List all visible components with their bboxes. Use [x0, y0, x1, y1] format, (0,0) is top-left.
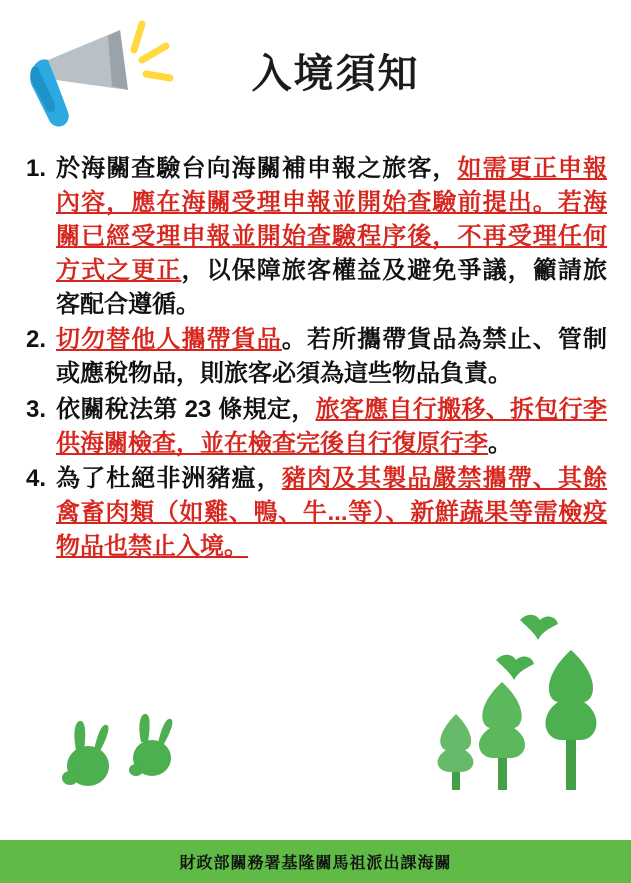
rabbit-icon: [129, 714, 172, 776]
notice-item: [26, 323, 607, 391]
poster-header: [0, 0, 631, 140]
notice-list: [26, 152, 607, 564]
footer-agency-text: 財政部關務署基隆關馬祖派出課海關: [179, 855, 452, 872]
notice-highlight-text: 旅客應自行搬移、拆包行李供海關檢查，並在檢查完後自行復原行李: [56, 395, 607, 457]
notice-number: 4.: [26, 464, 47, 492]
tree-icon: [479, 682, 525, 790]
notice-text: 依關稅法第 23 條規定，: [56, 395, 316, 423]
notice-text: 。若所攜帶貨品為禁止、管制或應稅物品，則旅客必須為這些物品負責。: [56, 326, 608, 388]
rabbit-icon: [62, 721, 109, 786]
notice-item: [26, 393, 607, 461]
notice-text: ，以保障旅客權益及避免爭議，籲請旅客配合遵循。: [56, 257, 608, 319]
notice-number: 2.: [26, 326, 47, 354]
decorative-scenery: [0, 590, 631, 840]
page-title: 入境須知: [251, 52, 420, 96]
notice-highlight-text: 豬肉及其製品嚴禁攜帶、其餘禽畜肉類（如雞、鴨、牛...等）、新鮮蔬果等需檢疫物品也禁止入境。: [56, 464, 608, 560]
notice-number: 3.: [26, 395, 47, 423]
bird-icon: [496, 615, 558, 680]
notice-text: 。: [488, 429, 512, 457]
notice-item: [26, 462, 607, 564]
notice-list-container: [0, 152, 631, 565]
tree-icon: [438, 714, 474, 790]
notice-number: 1.: [26, 155, 47, 182]
notice-text: 為了杜絕非洲豬瘟，: [56, 464, 282, 492]
tree-icon: [546, 650, 597, 790]
notice-text: 於海關查驗台向海關補申報之旅客，: [56, 155, 458, 182]
notice-item: [26, 152, 607, 322]
footer-bar: [0, 840, 631, 883]
notice-highlight-text: 如需更正申報內容，應在海關受理申報並開始查驗前提出。若海關已經受理申報並開始查驗程序後，不再受理任何方式之更正: [56, 155, 608, 285]
notice-highlight-text: 切勿替他人攜帶貨品: [56, 326, 282, 354]
